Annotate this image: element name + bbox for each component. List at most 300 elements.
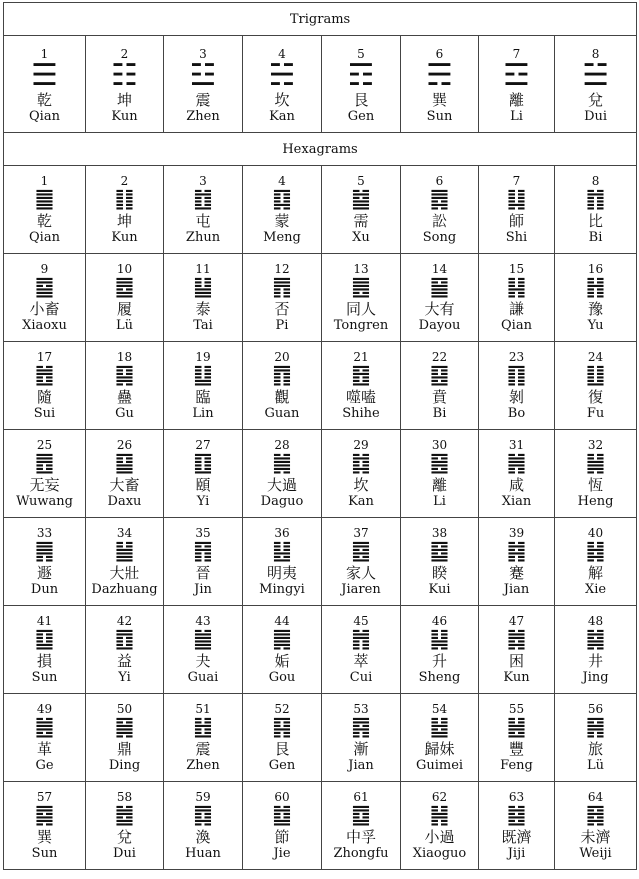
hexagram-symbol: ䷻ bbox=[272, 803, 292, 828]
hexagram-pinyin-name: Cui bbox=[349, 670, 373, 685]
hexagram-cell bbox=[401, 254, 479, 342]
trigram-chinese-name: 坤 bbox=[116, 91, 132, 109]
hexagram-chinese-name: 觀 bbox=[274, 388, 290, 406]
hexagrams-header: Hexagrams bbox=[4, 133, 637, 166]
hexagram-pinyin-name: Sheng bbox=[418, 670, 461, 685]
hexagram-row bbox=[4, 518, 637, 606]
hexagram-symbol: ䷊ bbox=[193, 275, 213, 300]
hexagram-cell bbox=[86, 606, 164, 694]
hexagram-row bbox=[4, 166, 637, 254]
hexagram-pinyin-name: Gen bbox=[268, 758, 296, 773]
hexagram-cell bbox=[555, 518, 637, 606]
hexagram-chinese-name: 復 bbox=[588, 388, 604, 406]
hexagram-symbol: ䷑ bbox=[114, 363, 135, 388]
trigram-chinese-name: 坎 bbox=[274, 91, 290, 109]
hexagram-chinese-name: 中孚 bbox=[345, 828, 376, 846]
hexagram-chinese-name: 大壯 bbox=[109, 564, 140, 582]
hexagram-cell bbox=[243, 430, 322, 518]
hexagram-symbol: ䷶ bbox=[506, 715, 527, 740]
hexagram-pinyin-name: Jian bbox=[348, 758, 374, 773]
hexagram-pinyin-name: Jiji bbox=[507, 846, 526, 861]
hexagram-symbol: ䷣ bbox=[272, 539, 292, 564]
hexagram-number: 14 bbox=[431, 262, 448, 276]
hexagram-symbol: ䷃ bbox=[272, 187, 292, 212]
hexagram-number: 63 bbox=[508, 790, 525, 804]
hexagram-number: 58 bbox=[116, 790, 133, 804]
hexagram-symbol: ䷁ bbox=[114, 187, 135, 212]
hexagram-cell bbox=[322, 342, 401, 430]
hexagram-symbol: ䷾ bbox=[506, 803, 527, 828]
hexagram-symbol: ䷳ bbox=[272, 715, 292, 740]
trigram-cell bbox=[164, 36, 243, 133]
hexagram-pinyin-name: Xiaoguo bbox=[412, 846, 467, 861]
hexagram-number: 25 bbox=[36, 438, 53, 452]
hexagram-symbol: ䷐ bbox=[34, 363, 55, 388]
trigram-chinese-name: 乾 bbox=[36, 91, 52, 109]
hexagram-pinyin-name: Dazhuang bbox=[91, 582, 158, 597]
table-body bbox=[4, 3, 637, 870]
hexagram-row bbox=[4, 694, 637, 782]
hexagram-chinese-name: 兌 bbox=[116, 828, 132, 846]
hexagram-chinese-name: 大有 bbox=[424, 300, 455, 318]
hexagram-pinyin-name: Zhongfu bbox=[333, 846, 389, 861]
hexagram-pinyin-name: Zhun bbox=[185, 230, 221, 245]
hexagram-symbol: ䷓ bbox=[272, 363, 292, 388]
hexagram-chinese-name: 履 bbox=[116, 300, 132, 318]
hexagram-cell bbox=[401, 606, 479, 694]
hexagram-chinese-name: 剝 bbox=[508, 388, 524, 406]
hexagram-chinese-name: 乾 bbox=[36, 212, 52, 230]
hexagram-pinyin-name: Guai bbox=[187, 670, 219, 685]
hexagram-number: 48 bbox=[587, 614, 604, 628]
hexagram-number: 3 bbox=[199, 174, 207, 188]
hexagram-number: 20 bbox=[274, 350, 290, 364]
hexagram-pinyin-name: Ge bbox=[35, 758, 54, 773]
hexagram-chinese-name: 泰 bbox=[195, 300, 211, 318]
hexagram-chinese-name: 遯 bbox=[36, 564, 52, 582]
hexagram-chinese-name: 晉 bbox=[195, 564, 211, 582]
hexagram-chinese-name: 革 bbox=[36, 740, 52, 758]
hexagram-pinyin-name: Kan bbox=[348, 494, 374, 509]
hexagram-chinese-name: 需 bbox=[353, 212, 369, 230]
hexagram-pinyin-name: Xie bbox=[584, 582, 607, 597]
hexagram-cell bbox=[4, 518, 86, 606]
hexagram-symbol: ䷠ bbox=[34, 539, 55, 564]
hexagram-pinyin-name: Bi bbox=[588, 230, 603, 245]
hexagram-chinese-name: 无妄 bbox=[29, 476, 60, 494]
trigram-number: 1 bbox=[40, 47, 49, 61]
hexagram-cell bbox=[479, 694, 555, 782]
trigram-pinyin-name: Qian bbox=[29, 109, 60, 124]
hexagram-chinese-name: 漸 bbox=[353, 740, 369, 758]
hexagram-symbol: ䷈ bbox=[34, 275, 55, 300]
hexagram-chinese-name: 蠱 bbox=[116, 388, 132, 406]
hexagram-cell bbox=[555, 342, 637, 430]
hexagram-chinese-name: 噬嗑 bbox=[345, 388, 376, 406]
hexagram-row bbox=[4, 254, 637, 342]
hexagram-number: 47 bbox=[508, 614, 525, 628]
trigram-hexagram-table bbox=[3, 2, 637, 870]
hexagram-symbol: ䷯ bbox=[585, 627, 606, 652]
hexagram-cell bbox=[322, 518, 401, 606]
hexagram-number: 51 bbox=[195, 702, 211, 716]
hexagram-number: 18 bbox=[116, 350, 133, 364]
hexagram-cell bbox=[322, 166, 401, 254]
hexagram-chinese-name: 困 bbox=[508, 652, 524, 670]
hexagram-symbol: ䷕ bbox=[429, 363, 450, 388]
hexagram-pinyin-name: Tai bbox=[193, 318, 213, 333]
hexagram-pinyin-name: Meng bbox=[263, 230, 301, 245]
hexagram-number: 37 bbox=[353, 526, 369, 540]
hexagram-chinese-name: 震 bbox=[195, 740, 211, 758]
hexagram-pinyin-name: Li bbox=[433, 494, 446, 509]
hexagram-symbol: ䷲ bbox=[193, 715, 213, 740]
hexagram-number: 23 bbox=[508, 350, 525, 364]
hexagram-pinyin-name: Bi bbox=[432, 406, 447, 421]
hexagram-pinyin-name: Dui bbox=[113, 846, 136, 861]
hexagram-number: 40 bbox=[587, 526, 604, 540]
hexagram-chinese-name: 否 bbox=[274, 300, 290, 318]
hexagram-pinyin-name: Zhen bbox=[186, 758, 220, 773]
hexagram-cell bbox=[243, 166, 322, 254]
hexagram-cell bbox=[164, 782, 243, 870]
hexagram-number: 7 bbox=[512, 174, 521, 188]
hexagram-number: 29 bbox=[353, 438, 369, 452]
hexagram-chinese-name: 謙 bbox=[508, 300, 524, 318]
hexagram-pinyin-name: Jiaren bbox=[341, 582, 381, 597]
trigrams-header: Trigrams bbox=[4, 3, 637, 36]
trigram-symbol: ☲ bbox=[503, 58, 530, 93]
hexagram-number: 6 bbox=[435, 174, 444, 188]
hexagram-number: 43 bbox=[195, 614, 211, 628]
hexagram-symbol: ䷛ bbox=[272, 451, 292, 476]
hexagram-cell bbox=[401, 430, 479, 518]
trigram-cell bbox=[86, 36, 164, 133]
hexagram-cell bbox=[86, 782, 164, 870]
hexagram-pinyin-name: Jie bbox=[273, 846, 291, 861]
hexagram-number: 9 bbox=[40, 262, 49, 276]
hexagram-number: 56 bbox=[587, 702, 604, 716]
hexagram-symbol: ䷦ bbox=[506, 539, 527, 564]
hexagram-number: 53 bbox=[353, 702, 369, 716]
hexagram-symbol: ䷇ bbox=[585, 187, 606, 212]
hexagram-cell bbox=[401, 166, 479, 254]
hexagram-pinyin-name: Tongren bbox=[333, 318, 389, 333]
trigram-chinese-name: 震 bbox=[195, 91, 211, 109]
hexagram-chinese-name: 師 bbox=[508, 212, 524, 230]
hexagram-row bbox=[4, 430, 637, 518]
trigram-chinese-name: 離 bbox=[508, 91, 524, 109]
trigram-cell bbox=[401, 36, 479, 133]
hexagram-cell bbox=[164, 694, 243, 782]
hexagram-cell bbox=[243, 606, 322, 694]
hexagram-chinese-name: 咸 bbox=[508, 476, 524, 494]
hexagram-pinyin-name: Bo bbox=[507, 406, 526, 421]
hexagram-cell bbox=[401, 782, 479, 870]
hexagram-symbol: ䷎ bbox=[506, 275, 527, 300]
hexagram-number: 5 bbox=[357, 174, 365, 188]
hexagram-pinyin-name: Daxu bbox=[107, 494, 142, 509]
hexagram-cell bbox=[322, 430, 401, 518]
trigram-symbol: ☵ bbox=[268, 58, 296, 93]
hexagram-row bbox=[4, 342, 637, 430]
hexagram-cell bbox=[86, 518, 164, 606]
hexagram-symbol: ䷼ bbox=[351, 803, 371, 828]
hexagram-number: 55 bbox=[508, 702, 525, 716]
hexagram-chinese-name: 比 bbox=[588, 212, 604, 230]
hexagram-pinyin-name: Wuwang bbox=[16, 494, 73, 509]
hexagram-chinese-name: 升 bbox=[431, 652, 447, 670]
hexagram-chinese-name: 坤 bbox=[116, 212, 132, 230]
hexagram-cell bbox=[86, 342, 164, 430]
hexagram-chinese-name: 頤 bbox=[195, 476, 211, 494]
hexagram-pinyin-name: Gou bbox=[268, 670, 296, 685]
hexagram-chinese-name: 賁 bbox=[431, 388, 447, 406]
hexagram-cell bbox=[401, 342, 479, 430]
hexagram-number: 52 bbox=[274, 702, 290, 716]
hexagram-pinyin-name: Gu bbox=[115, 406, 134, 421]
hexagram-cell bbox=[243, 782, 322, 870]
trigram-pinyin-name: Zhen bbox=[186, 109, 220, 124]
hexagram-number: 30 bbox=[431, 438, 448, 452]
trigram-chinese-name: 兌 bbox=[588, 91, 604, 109]
hexagram-number: 64 bbox=[587, 790, 604, 804]
trigram-pinyin-name: Kan bbox=[269, 109, 295, 124]
hexagram-symbol: ䷷ bbox=[585, 715, 606, 740]
hexagram-cell bbox=[555, 254, 637, 342]
hexagram-cell bbox=[4, 166, 86, 254]
hexagram-chinese-name: 大畜 bbox=[109, 476, 140, 494]
hexagram-symbol: ䷫ bbox=[272, 627, 292, 652]
hexagram-pinyin-name: Yi bbox=[196, 494, 210, 509]
hexagram-number: 35 bbox=[195, 526, 211, 540]
hexagram-cell bbox=[4, 606, 86, 694]
hexagram-number: 61 bbox=[353, 790, 369, 804]
hexagram-number: 24 bbox=[587, 350, 604, 364]
hexagram-symbol: ䷨ bbox=[34, 627, 55, 652]
hexagram-cell bbox=[243, 694, 322, 782]
hexagram-chinese-name: 既濟 bbox=[501, 828, 532, 846]
hexagram-pinyin-name: Sun bbox=[31, 670, 58, 685]
hexagram-symbol: ䷏ bbox=[585, 275, 606, 300]
hexagram-chinese-name: 鼎 bbox=[116, 740, 132, 758]
hexagram-cell bbox=[479, 342, 555, 430]
hexagram-cell bbox=[401, 694, 479, 782]
hexagram-pinyin-name: Yi bbox=[118, 670, 131, 685]
hexagram-symbol: ䷥ bbox=[429, 539, 450, 564]
hexagram-cell bbox=[86, 430, 164, 518]
hexagram-symbol: ䷱ bbox=[114, 715, 135, 740]
hexagram-symbol: ䷧ bbox=[585, 539, 606, 564]
hexagram-cell bbox=[164, 254, 243, 342]
hexagram-pinyin-name: Daguo bbox=[260, 494, 304, 509]
hexagram-symbol: ䷘ bbox=[34, 451, 55, 476]
hexagram-cell bbox=[86, 166, 164, 254]
hexagram-cell bbox=[555, 166, 637, 254]
hexagram-chinese-name: 家人 bbox=[345, 564, 376, 582]
hexagram-chinese-name: 恆 bbox=[588, 476, 604, 494]
hexagram-pinyin-name: Xu bbox=[352, 230, 370, 245]
trigram-symbol: ☱ bbox=[582, 58, 609, 93]
hexagram-pinyin-name: Fu bbox=[586, 406, 605, 421]
hexagram-pinyin-name: Mingyi bbox=[259, 582, 305, 597]
hexagram-pinyin-name: Heng bbox=[577, 494, 614, 509]
hexagram-symbol: ䷺ bbox=[193, 803, 213, 828]
trigram-cell bbox=[322, 36, 401, 133]
hexagram-chinese-name: 艮 bbox=[274, 740, 290, 758]
hexagram-chinese-name: 解 bbox=[588, 564, 604, 582]
hexagram-cell bbox=[86, 694, 164, 782]
trigram-symbol: ☳ bbox=[189, 58, 217, 93]
hexagram-number: 16 bbox=[587, 262, 604, 276]
hexagram-pinyin-name: Qian bbox=[29, 230, 60, 245]
hexagram-number: 62 bbox=[431, 790, 448, 804]
hexagram-cell bbox=[479, 430, 555, 518]
hexagram-pinyin-name: Lü bbox=[115, 318, 133, 333]
hexagram-number: 54 bbox=[431, 702, 448, 716]
hexagram-pinyin-name: Lin bbox=[192, 406, 214, 421]
trigram-pinyin-name: Sun bbox=[426, 109, 453, 124]
trigram-cell bbox=[4, 36, 86, 133]
hexagram-cell bbox=[243, 254, 322, 342]
hexagram-symbol: ䷰ bbox=[34, 715, 55, 740]
hexagram-chinese-name: 明夷 bbox=[266, 564, 297, 582]
trigram-number: 8 bbox=[591, 47, 600, 61]
hexagram-chinese-name: 睽 bbox=[431, 564, 447, 582]
hexagram-symbol: ䷔ bbox=[351, 363, 371, 388]
hexagram-number: 12 bbox=[274, 262, 290, 276]
hexagram-symbol: ䷩ bbox=[114, 627, 135, 652]
hexagram-cell bbox=[322, 254, 401, 342]
hexagram-cell bbox=[401, 518, 479, 606]
hexagram-chinese-name: 大過 bbox=[266, 476, 297, 494]
hexagram-number: 36 bbox=[274, 526, 290, 540]
hexagram-chinese-name: 同人 bbox=[345, 300, 376, 318]
hexagram-cell bbox=[4, 782, 86, 870]
hexagram-number: 57 bbox=[36, 790, 53, 804]
hexagram-chinese-name: 節 bbox=[274, 828, 290, 846]
hexagram-number: 49 bbox=[36, 702, 53, 716]
hexagram-cell bbox=[164, 430, 243, 518]
hexagram-chinese-name: 姤 bbox=[274, 652, 290, 670]
hexagram-symbol: ䷍ bbox=[429, 275, 450, 300]
hexagram-symbol: ䷚ bbox=[193, 451, 213, 476]
hexagram-cell bbox=[479, 782, 555, 870]
hexagram-cell bbox=[4, 430, 86, 518]
hexagram-chinese-name: 蹇 bbox=[508, 564, 524, 582]
hexagram-number: 13 bbox=[353, 262, 369, 276]
hexagram-symbol: ䷡ bbox=[114, 539, 135, 564]
trigram-cell bbox=[243, 36, 322, 133]
trigram-cell bbox=[555, 36, 637, 133]
hexagram-symbol: ䷪ bbox=[193, 627, 213, 652]
hexagram-number: 38 bbox=[431, 526, 448, 540]
hexagram-cell bbox=[322, 782, 401, 870]
hexagram-symbol: ䷗ bbox=[585, 363, 606, 388]
hexagram-chinese-name: 豐 bbox=[508, 740, 524, 758]
hexagram-pinyin-name: Guimei bbox=[415, 758, 464, 773]
hexagram-pinyin-name: Jian bbox=[503, 582, 530, 597]
hexagram-symbol: ䷤ bbox=[351, 539, 371, 564]
hexagram-cell bbox=[4, 694, 86, 782]
hexagram-cell bbox=[164, 518, 243, 606]
hexagram-pinyin-name: Dayou bbox=[418, 318, 461, 333]
hexagram-cell bbox=[479, 606, 555, 694]
hexagram-cell bbox=[4, 342, 86, 430]
hexagram-pinyin-name: Lü bbox=[587, 758, 605, 773]
hexagram-chinese-name: 小畜 bbox=[29, 300, 60, 318]
hexagram-symbol: ䷀ bbox=[34, 187, 55, 212]
hexagram-row bbox=[4, 782, 637, 870]
hexagram-pinyin-name: Shihe bbox=[342, 406, 380, 421]
hexagram-number: 46 bbox=[431, 614, 448, 628]
hexagram-symbol: ䷬ bbox=[351, 627, 371, 652]
hexagram-symbol: ䷙ bbox=[114, 451, 135, 476]
hexagram-symbol: ䷌ bbox=[351, 275, 371, 300]
trigram-number: 6 bbox=[435, 47, 444, 61]
hexagram-chinese-name: 損 bbox=[36, 652, 52, 670]
hexagram-symbol: ䷹ bbox=[114, 803, 135, 828]
hexagram-pinyin-name: Pi bbox=[275, 318, 289, 333]
hexagram-number: 17 bbox=[36, 350, 53, 364]
hexagram-symbol: ䷞ bbox=[506, 451, 527, 476]
hexagram-chinese-name: 蒙 bbox=[274, 212, 290, 230]
hexagram-chinese-name: 巽 bbox=[36, 828, 52, 846]
hexagram-symbol: ䷵ bbox=[429, 715, 450, 740]
hexagram-number: 11 bbox=[195, 262, 211, 276]
trigram-pinyin-name: Kun bbox=[111, 109, 138, 124]
hexagram-chinese-name: 訟 bbox=[431, 212, 447, 230]
hexagram-pinyin-name: Shi bbox=[505, 230, 528, 245]
hexagram-pinyin-name: Weiji bbox=[579, 846, 612, 861]
hexagram-pinyin-name: Yu bbox=[587, 318, 604, 333]
hexagram-pinyin-name: Dun bbox=[30, 582, 59, 597]
hexagram-chinese-name: 未濟 bbox=[580, 828, 611, 846]
trigram-symbol: ☴ bbox=[426, 58, 453, 93]
hexagram-cell bbox=[243, 518, 322, 606]
hexagram-number: 26 bbox=[116, 438, 133, 452]
hexagram-chinese-name: 夬 bbox=[195, 652, 211, 670]
trigram-symbol: ☷ bbox=[111, 58, 138, 93]
hexagram-cell bbox=[322, 694, 401, 782]
hexagram-symbol: ䷖ bbox=[506, 363, 527, 388]
hexagram-cell bbox=[86, 254, 164, 342]
hexagram-symbol: ䷝ bbox=[429, 451, 450, 476]
hexagram-pinyin-name: Kun bbox=[111, 230, 138, 245]
hexagram-cell bbox=[555, 782, 637, 870]
hexagram-number: 32 bbox=[587, 438, 604, 452]
hexagram-chinese-name: 隨 bbox=[36, 388, 52, 406]
trigram-pinyin-name: Dui bbox=[584, 109, 608, 124]
hexagram-number: 10 bbox=[116, 262, 133, 276]
trigram-pinyin-name: Li bbox=[510, 109, 523, 124]
trigram-symbol: ☶ bbox=[347, 58, 375, 93]
trigram-number: 2 bbox=[120, 47, 129, 61]
hexagram-chinese-name: 萃 bbox=[353, 652, 369, 670]
hexagram-cell bbox=[479, 518, 555, 606]
hexagram-number: 60 bbox=[274, 790, 290, 804]
hexagram-number: 15 bbox=[508, 262, 525, 276]
hexagram-number: 41 bbox=[36, 614, 53, 628]
hexagram-cell bbox=[479, 166, 555, 254]
trigram-chinese-name: 艮 bbox=[353, 91, 369, 109]
trigram-number: 7 bbox=[512, 47, 521, 61]
hexagram-chinese-name: 井 bbox=[588, 652, 604, 670]
hexagram-pinyin-name: Qian bbox=[501, 318, 532, 333]
hexagram-number: 1 bbox=[40, 174, 49, 188]
trigram-row bbox=[4, 36, 637, 133]
hexagram-number: 27 bbox=[195, 438, 211, 452]
